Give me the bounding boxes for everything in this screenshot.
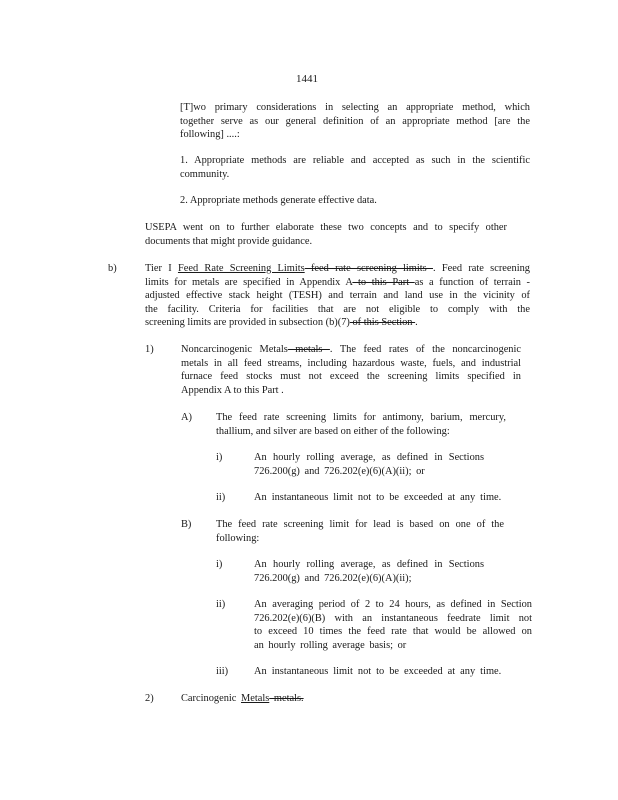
inserted-text: Metals (241, 693, 270, 704)
text-line: [T]wo primary considerations in selecting an appropriate method, which (180, 102, 530, 113)
subitem-b-label: B) (181, 519, 192, 530)
deleted-text: feed rate screening limits (304, 263, 433, 274)
text-line: together serve as our general definition of an appropriate method [are the (180, 115, 530, 127)
text-line: 726.202(e)(6)(B) with an instantaneous feedrate limit not (254, 612, 532, 624)
subitem-b-iii-label: iii) (216, 666, 229, 677)
text-line: thallium, and silver are based on either of the following: (216, 425, 450, 437)
item-1-label: 1) (145, 344, 154, 355)
subitem-b-text (216, 518, 504, 545)
text-line: 726.200(g) and 726.202(e)(6)(A)(ii); or (254, 465, 425, 477)
subitem-b-i-text (254, 558, 484, 585)
text-line: An averaging period of 2 to 24 hours, as defined in Section (254, 599, 532, 610)
subitem-a-i-label: i) (216, 452, 223, 463)
text-line: the facility. Criteria for facilities that are not eligible to comply with the (145, 303, 530, 315)
text-line: The feed rate screening limit for lead is based on one of the (216, 519, 504, 530)
deleted-text: to this Part (352, 276, 415, 288)
text-line: metals in all feed streams, including hazardous waste, fuels, and industrial (181, 357, 521, 369)
text-line: Appendix A to this Part . (181, 384, 284, 396)
usepa-paragraph (145, 221, 507, 248)
item-2-label: 2) (145, 693, 154, 704)
text-line: 726.200(g) and 726.202(e)(6)(A)(ii); (254, 572, 412, 584)
text-line: community. (180, 168, 230, 180)
quote-item-1 (180, 154, 530, 181)
subitem-b-i-label: i) (216, 559, 223, 570)
deleted-text: metals. (269, 693, 304, 704)
text-line: adjusted effective stack height (TESH) and terrain and land use in the vicinity of (145, 290, 530, 302)
deleted-text: metals (287, 344, 330, 355)
text-line: an hourly rolling average basis; or (254, 639, 407, 651)
text-line: 1. Appropriate methods are reliable and accepted as such in the scientific (180, 155, 530, 166)
section-b-label: b) (108, 263, 117, 274)
text-line: documents that might provide guidance. (145, 235, 313, 247)
item-2-text: Carcinogenic Metals metals. (181, 693, 304, 704)
page-number: 1441 (296, 73, 318, 85)
subitem-a-ii-label: ii) (216, 492, 226, 503)
text-line: following: (216, 532, 260, 544)
inserted-text: Feed Rate Screening Limits (177, 263, 305, 274)
text-line: to exceed 10 times the feed rate that would be allowed on (254, 626, 532, 638)
quote-item-2: 2. Appropriate methods generate effective data. (180, 195, 377, 206)
text-line: USEPA went on to further elaborate these two concepts and to specify other (145, 222, 507, 233)
text-line: following] ....: (180, 129, 240, 141)
deleted-text: of this Section (349, 317, 416, 329)
quote-intro (180, 101, 530, 142)
subitem-a-text (216, 411, 506, 438)
text-line: The feed rate screening limits for antimony, barium, mercury, (216, 412, 506, 423)
text-line: screening limits are provided in subsection (b)(7) of this Section . (145, 317, 418, 329)
subitem-b-ii-label: ii) (216, 599, 226, 610)
subitem-a-label: A) (181, 412, 192, 423)
text-line: furnace feed stocks must not exceed the screening limits specified in (181, 371, 521, 383)
subitem-b-ii-text (254, 598, 532, 652)
section-b-text (145, 262, 530, 330)
subitem-a-i-text (254, 451, 484, 478)
text-line: Tier I Feed Rate Screening Limits feed rate screening limits . Feed rate screening (145, 263, 530, 274)
text-line: An hourly rolling average, as defined in Sections (254, 559, 484, 570)
text-line: Noncarcinogenic Metals metals . The feed rates of the noncarcinogenic (181, 344, 521, 355)
item-1-text (181, 343, 521, 397)
text-line: limits for metals are specified in Appendix A to this Part as a function of terrain - (145, 276, 530, 288)
subitem-a-ii-text: An instantaneous limit not to be exceeded at any time. (254, 492, 502, 503)
subitem-b-iii-text: An instantaneous limit not to be exceeded at any time. (254, 666, 502, 677)
text-line: An hourly rolling average, as defined in Sections (254, 452, 484, 463)
